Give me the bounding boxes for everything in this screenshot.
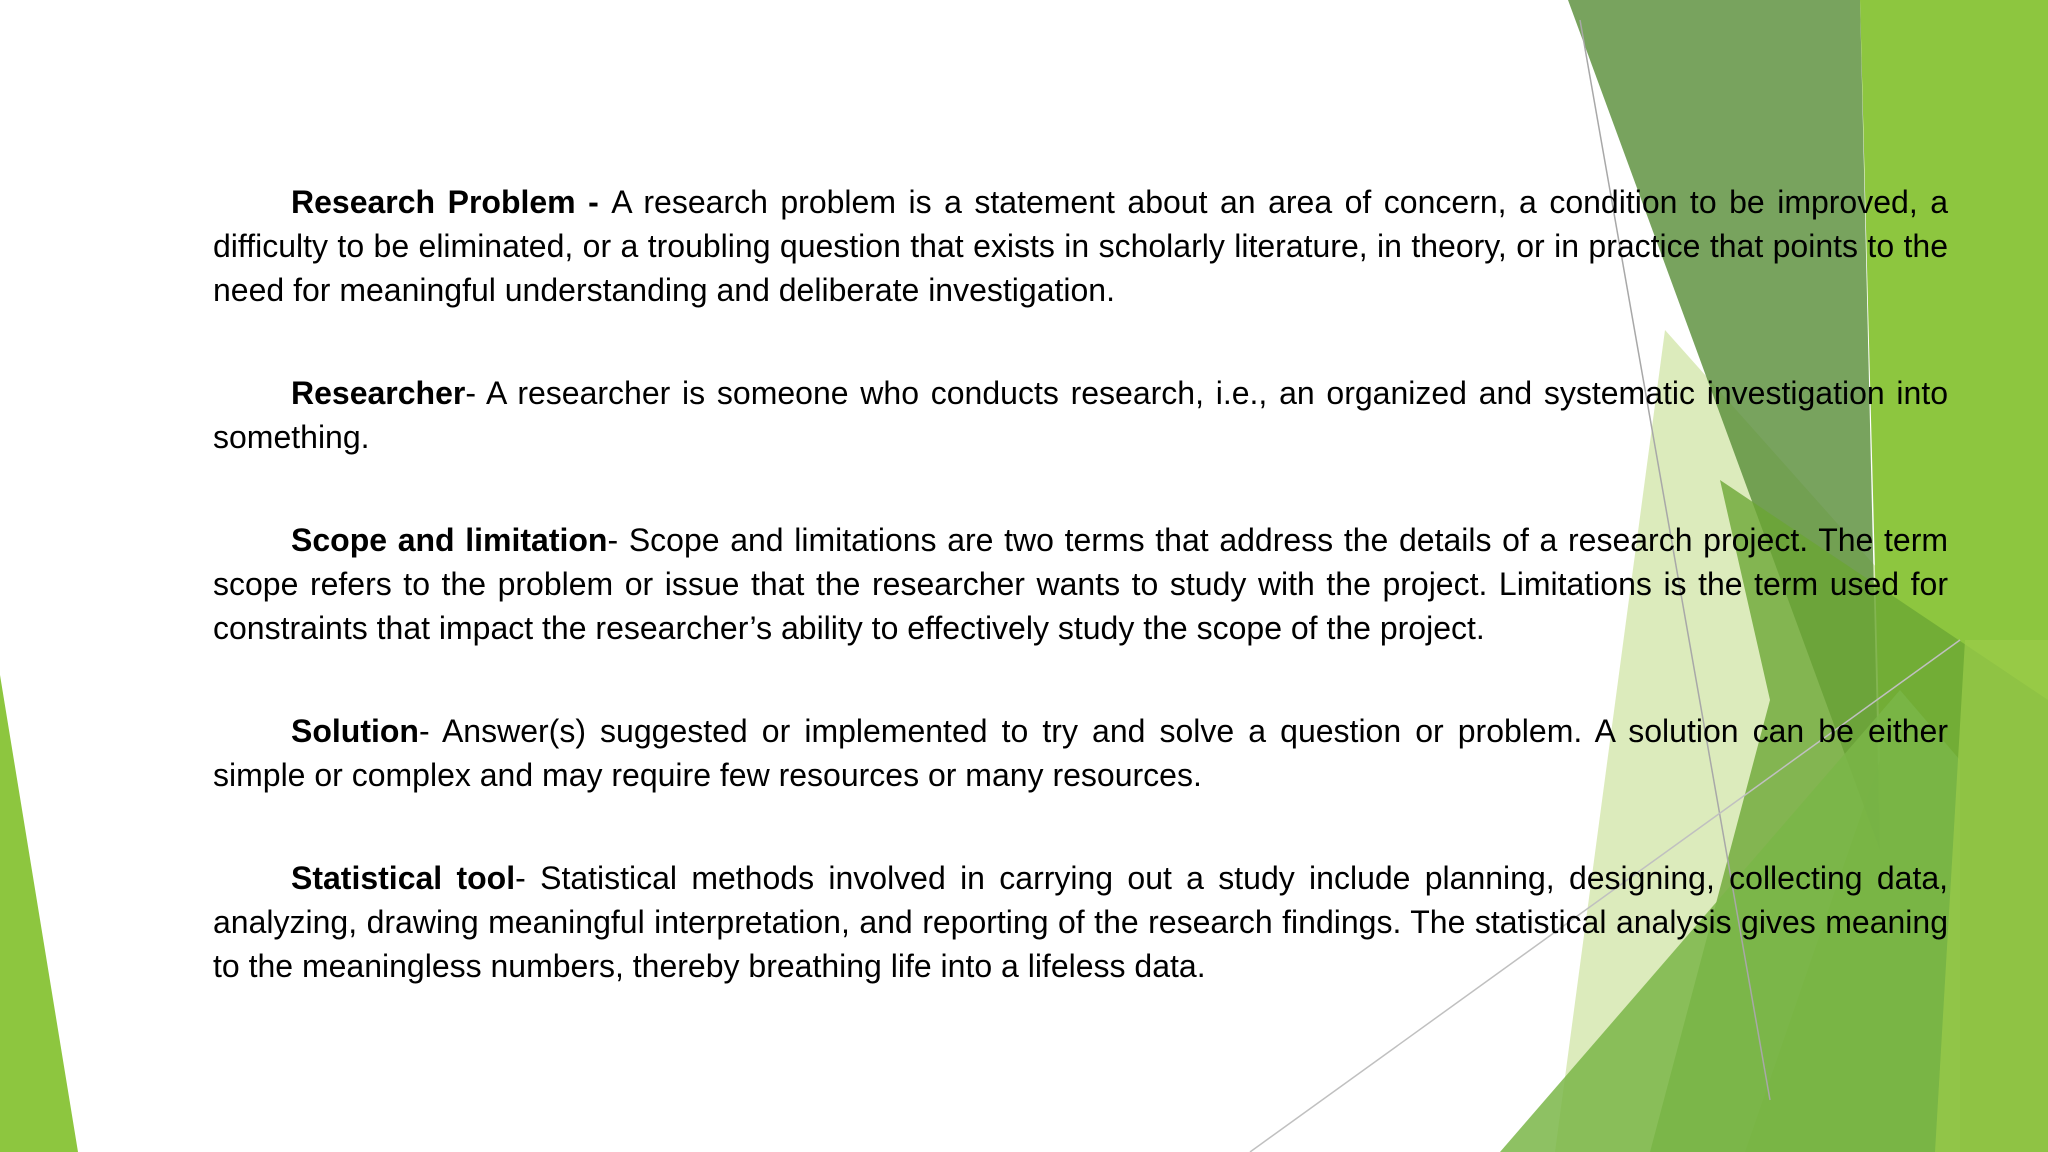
term-label: Solution [291, 713, 419, 749]
term-separator: - [607, 522, 629, 558]
term-label: Scope and limitation [291, 522, 608, 558]
definition-researcher [213, 371, 1948, 459]
definition-text: A research problem is a statement about an area of concern, a condition to be improved, a difficulty to be eliminated, or a troubling question that exists in scholarly literature, in theory, or in practice that points to the need for meaningful understanding and deliberate investigation. [213, 184, 1948, 308]
term-separator: - [418, 713, 442, 749]
term-separator: - [515, 860, 541, 896]
term-label: Researcher [291, 375, 466, 411]
definition-text: Scope and limitations are two terms that address the details of a research project. The term scope refers to the problem or issue that the researcher wants to study with the project. Limitations is the term used for constraints that impact the researcher’s ability to effectively study the scope of the project. [213, 522, 1949, 646]
definitions-list [213, 180, 1948, 988]
definition-statistical-tool [213, 856, 1948, 988]
definition-text: Answer(s) suggested or implemented to try and solve a question or problem. A solution can be either simple or complex and may require few resources or many resources. [213, 713, 1949, 793]
definition-text: Statistical methods involved in carrying out a study include planning, designing, collecting data, analyzing, drawing meaningful interpretation, and reporting of the research findings. The statistical analysis gives meaning to the meaningless numbers, thereby breathing life into a lifeless data. [213, 860, 1949, 984]
term-separator: - [465, 375, 486, 411]
definition-research-problem [213, 180, 1948, 312]
term-separator: - [575, 184, 612, 220]
left-green-sliver [0, 675, 78, 1152]
definition-text: A researcher is someone who conducts research, i.e., an organized and systematic investigation into something. [213, 375, 1949, 455]
definition-scope-and-limitation [213, 518, 1948, 650]
term-label: Research Problem [291, 184, 576, 220]
definition-solution [213, 709, 1948, 797]
term-label: Statistical tool [291, 860, 516, 896]
